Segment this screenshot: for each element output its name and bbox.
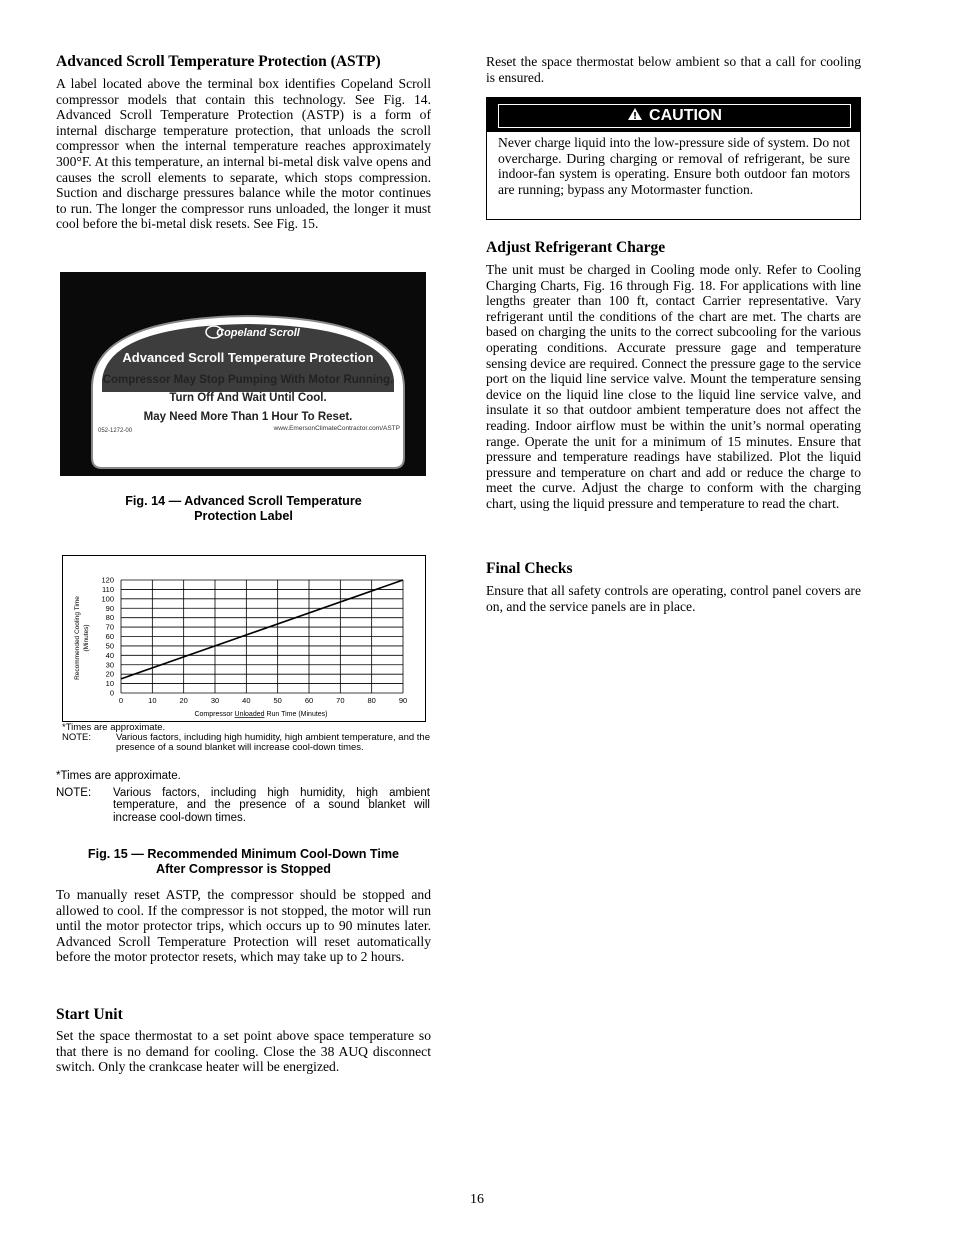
fig14-caption-line-1: Fig. 14 — Advanced Scroll Temperature xyxy=(125,494,362,508)
label-brand: Copeland Scroll xyxy=(216,327,300,339)
chart-y-tick-label: 80 xyxy=(105,613,114,623)
chart-y-label-line-1: Recommended Cooling Time xyxy=(74,596,81,680)
chart-x-label: Compressor Unloaded Run Time (Minutes) xyxy=(194,711,328,718)
astp-label-graphic xyxy=(88,308,408,472)
caution-header xyxy=(487,98,860,132)
chart-inline-note-label: NOTE: xyxy=(62,732,92,743)
chart-y-tick-label: 40 xyxy=(105,650,114,660)
chart-inline-note xyxy=(62,733,430,753)
start-unit-body: Set the space thermostat to a set point above space temperature so that there is no demand for cooling. Close the 38 AUQ disconnect switch. Only the crankcase heater will be energized. xyxy=(56,1028,431,1075)
fig15-note-text: Various factors, including high humidity, high ambient temperature, and the presence of a sound blanket will increase cool-down times. xyxy=(113,786,430,824)
chart-x-tick-label: 90 xyxy=(398,696,408,705)
chart-y-tick-label: 20 xyxy=(105,669,114,679)
caution-body: Never charge liquid into the low-pressure side of system. Do not overcharge. During charging or removal of refrigerant, be sure indoor-fan system is operating. Ensure both outdoor fan motors are running; bypass any Motormaster function. xyxy=(498,135,850,197)
warning-triangle-icon xyxy=(627,107,643,121)
chart-y-tick-label: 110 xyxy=(102,584,114,594)
reset-thermostat-body: Reset the space thermostat below ambient so that a call for cooling is ensured. xyxy=(486,54,861,85)
astp-label-image xyxy=(60,272,426,476)
chart-y-label-line-2: (Minutes) xyxy=(83,624,90,652)
chart-grid xyxy=(121,580,403,693)
chart-y-tick-label: 10 xyxy=(105,679,114,689)
chart-x-tick-label: 80 xyxy=(367,696,376,705)
astp-body: A label located above the terminal box identifies Copeland Scroll compressor models that contain this technology. See Fig. 14. Advanced Scroll Temperature Protection (ASTP) is a form of internal discharge temperature protection, that unloads the scroll compressor when the internal temperature reaches approximately 300°F. At this temperature, an internal bi-metal disk valve opens and causes the scroll elements to separate, which stops compression. Suction and discharge pressures balance while the motor continues to run. The longer the compressor runs unloaded, the longer it must cool before the bi-metal disk resets. See Fig. 15. xyxy=(56,76,431,232)
chart-y-tick-label: 50 xyxy=(105,641,114,651)
caution-title-frame xyxy=(498,104,851,128)
caution-box xyxy=(486,97,861,220)
final-checks-body: Ensure that all safety controls are operating, control panel covers are on, and the service panels are in place. xyxy=(486,583,861,614)
adjust-charge-body: The unit must be charged in Cooling mode only. Refer to Cooling Charging Charts, Fig. 16 through Fig. 18. For applications with line lengths greater than 100 ft, contact Carrier representative. Vary refrigerant until the conditions of the chart are met. The charts are based on charging the units to the correct subcooling for the various operating conditions. Accurate pressure gage and temperature sensing device are required. Connect the pressure gage to the service port on the liquid line service valve. Mount the temperature sensing device on the liquid line close to the liquid line service valve, and insulate it so that outdoor ambient temperature does not affect the reading. Indoor airflow must be within the unit’s normal operating range. Operate the unit for a minimum of 15 minutes. Ensure that pressure and temperature readings have stabilized. Plot the liquid pressure and temperature on chart and add or reduce the charge to meet the curve. Adjust the charge to conform with the charging chart, using the liquid pressure and temperature to read the chart. xyxy=(486,262,861,511)
fig15-caption-line-1: Fig. 15 — Recommended Minimum Cool-Down Time xyxy=(87,847,400,861)
adjust-charge-heading: Adjust Refrigerant Charge xyxy=(486,239,666,256)
cooldown-chart xyxy=(63,556,425,721)
chart-y-label xyxy=(74,596,90,680)
label-line-3: May Need More Than 1 Hour To Reset. xyxy=(143,411,353,423)
chart-x-tick-label: 0 xyxy=(118,696,124,705)
chart-x-tick-label: 60 xyxy=(304,696,314,705)
cooldown-chart-frame xyxy=(62,555,426,722)
fig15-note xyxy=(56,787,430,825)
chart-y-tick-label: 70 xyxy=(105,622,114,632)
reset-astp-body: To manually reset ASTP, the compressor should be stopped and allowed to cool. If the compressor is not stopped, the motor will run until the motor protector trips, which occurs up to 90 minutes later. Advanced Scroll Temperature Protection will reset automatically before the motor protector resets, which may take up to 2 hours. xyxy=(56,887,431,965)
label-part-number: 052-1272-00 xyxy=(98,428,133,434)
label-title: Advanced Scroll Temperature Protection xyxy=(122,350,374,365)
chart-x-tick-label: 50 xyxy=(273,696,282,705)
fig14-caption xyxy=(56,494,431,524)
fig15-caption-line-2: After Compressor is Stopped xyxy=(156,862,331,876)
chart-x-tick-label: 10 xyxy=(148,696,157,705)
chart-x-tick-label: 70 xyxy=(336,696,345,705)
chart-x-ticks xyxy=(119,696,407,705)
page-number: 16 xyxy=(470,1192,484,1207)
fig14-caption-line-2: Protection Label xyxy=(194,509,293,523)
chart-x-tick-label: 20 xyxy=(179,696,188,705)
final-checks-heading: Final Checks xyxy=(486,560,573,577)
chart-inline-note-approx: *Times are approximate. xyxy=(62,722,166,733)
chart-y-ticks xyxy=(101,576,114,698)
chart-y-tick-label: 60 xyxy=(105,632,114,641)
astp-heading: Advanced Scroll Temperature Protection (ASTP) xyxy=(56,53,381,70)
chart-x-tick-label: 30 xyxy=(210,696,220,705)
start-unit-heading: Start Unit xyxy=(56,1006,123,1023)
chart-y-tick-label: 0 xyxy=(109,688,114,698)
fig15-note-label: NOTE: xyxy=(56,786,92,799)
chart-series-line xyxy=(121,580,403,679)
fig15-note-approx: *Times are approximate. xyxy=(56,770,181,782)
caution-title: CAUTION xyxy=(649,107,722,124)
label-line-2: Turn Off And Wait Until Cool. xyxy=(169,392,327,404)
label-url: www.EmersonClimateContractor.com/ASTP xyxy=(273,425,400,432)
chart-x-tick-label: 40 xyxy=(242,696,251,705)
chart-y-tick-label: 120 xyxy=(101,575,114,585)
fig15-caption xyxy=(56,847,431,877)
fig15-notes xyxy=(56,770,430,824)
label-line-1: Compressor May Stop Pumping With Motor Running. xyxy=(102,374,394,386)
chart-y-tick-label: 100 xyxy=(101,594,114,604)
chart-inline-note-text: Various factors, including high humidity, high ambient temperature, and the presence of a sound blanket will increase cool-down times. xyxy=(116,732,430,753)
chart-y-tick-label: 90 xyxy=(105,603,114,613)
chart-series xyxy=(121,580,403,679)
chart-y-tick-label: 30 xyxy=(105,660,114,670)
chart-inline-notes xyxy=(62,723,430,753)
